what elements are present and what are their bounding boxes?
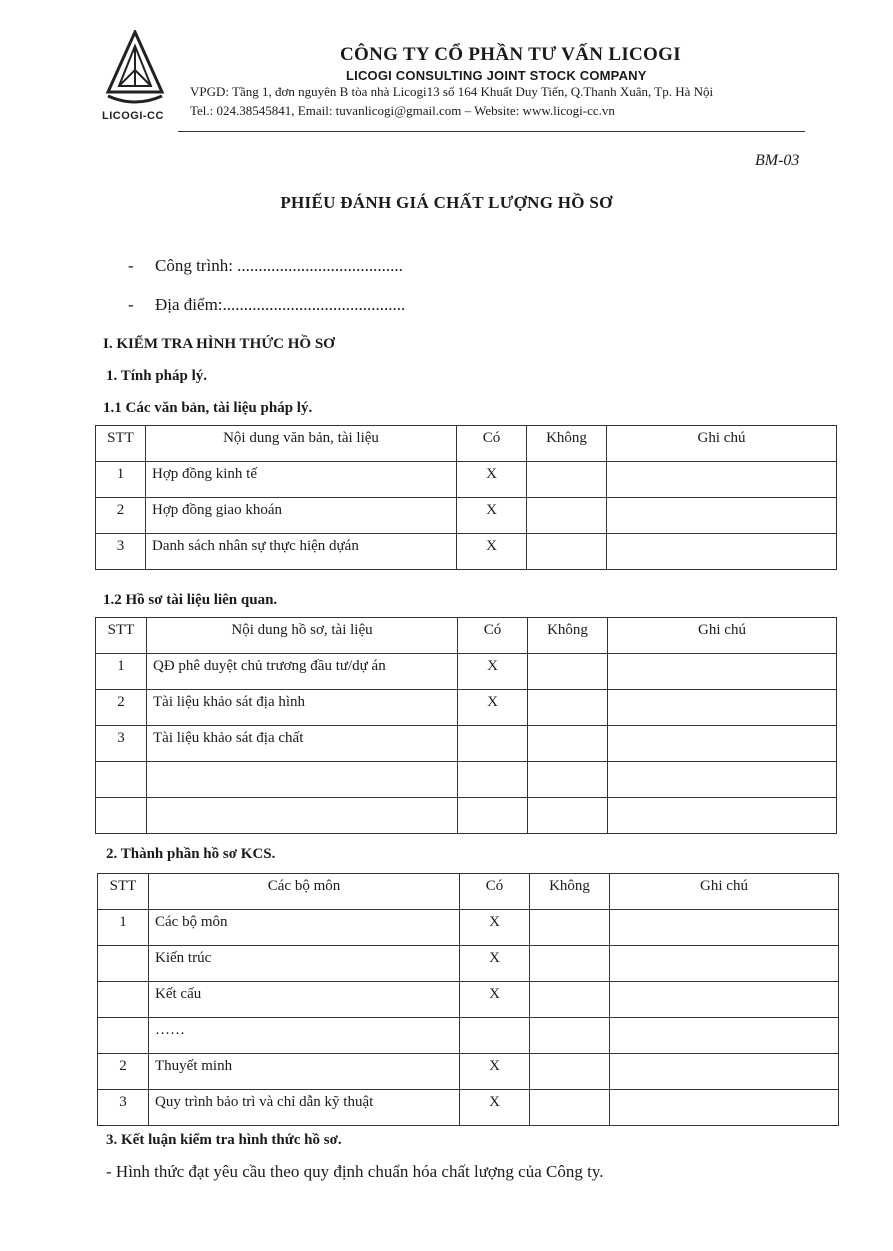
cell-yes: X (457, 534, 527, 570)
header-cell-yes: Có (458, 618, 528, 654)
table-related-documents (95, 617, 837, 834)
cell-stt (96, 798, 147, 834)
cell-no (530, 1090, 610, 1126)
licogi-logo-icon (104, 30, 166, 108)
cell-yes: X (460, 910, 530, 946)
cell-content: Hợp đồng giao khoán (146, 498, 457, 534)
cell-note (607, 534, 837, 570)
table-row (96, 690, 837, 726)
cell-stt (98, 946, 149, 982)
cell-stt (96, 762, 147, 798)
header-cell-note: Ghi chú (610, 874, 839, 910)
header-cell-no: Không (530, 874, 610, 910)
table-row (96, 462, 837, 498)
cell-note (608, 762, 837, 798)
company-name-vn: CÔNG TY CỔ PHẦN TƯ VẤN LICOGI (340, 44, 681, 65)
cell-yes: X (460, 1090, 530, 1126)
header-cell-yes: Có (457, 426, 527, 462)
cell-note (608, 798, 837, 834)
table-header-row (98, 874, 839, 910)
cell-stt: 2 (98, 1054, 149, 1090)
table-row (96, 654, 837, 690)
cell-yes: X (457, 498, 527, 534)
cell-stt: 1 (96, 462, 146, 498)
cell-note (610, 1090, 839, 1126)
section-heading-1-1-1: 1.1 Các văn bản, tài liệu pháp lý. (103, 400, 313, 416)
table-row (96, 534, 837, 570)
cell-yes: X (458, 690, 528, 726)
cell-yes (458, 798, 528, 834)
section-heading-1-1-2: 1.2 Hồ sơ tài liệu liên quan. (103, 592, 278, 608)
table-row (98, 1090, 839, 1126)
logo-text: LICOGI-CC (102, 110, 164, 122)
cell-yes (458, 762, 528, 798)
cell-no (527, 534, 607, 570)
cell-no (527, 498, 607, 534)
cell-stt (98, 982, 149, 1018)
cell-stt (98, 1018, 149, 1054)
table-header-row (96, 426, 837, 462)
cell-no (530, 1018, 610, 1054)
table-row (98, 1018, 839, 1054)
header-cell-stt: STT (98, 874, 149, 910)
table-legal-documents (95, 425, 837, 570)
cell-note (610, 982, 839, 1018)
cell-stt: 3 (98, 1090, 149, 1126)
cell-note (607, 498, 837, 534)
cell-no (530, 946, 610, 982)
cell-content: Hợp đồng kinh tế (146, 462, 457, 498)
cell-content (147, 798, 458, 834)
cell-note (608, 726, 837, 762)
company-address: VPGD: Tầng 1, đơn nguyên B tòa nhà Licogi13 số 164 Khuất Duy Tiến, Q.Thanh Xuân, Tp. Hà Nội (190, 84, 714, 99)
header-cell-content: Nội dung hồ sơ, tài liệu (147, 618, 458, 654)
cell-content: Các bộ môn (149, 910, 460, 946)
cell-no (528, 798, 608, 834)
section-heading-1: I. KIỂM TRA HÌNH THỨC HỒ SƠ (103, 336, 335, 352)
header-cell-no: Không (528, 618, 608, 654)
cell-content: Thuyết minh (149, 1054, 460, 1090)
field-dia-diem-text: Địa điểm:........................................... (155, 295, 406, 314)
cell-content: Danh sách nhân sự thực hiện dựán (146, 534, 457, 570)
cell-stt: 1 (96, 654, 147, 690)
cell-content (147, 762, 458, 798)
cell-no (530, 1054, 610, 1090)
cell-yes: X (457, 462, 527, 498)
table-row (96, 762, 837, 798)
cell-yes: X (460, 1054, 530, 1090)
cell-yes: X (460, 946, 530, 982)
section-heading-1-2: 2. Thành phần hồ sơ KCS. (106, 846, 276, 862)
table-row (96, 798, 837, 834)
header-cell-yes: Có (460, 874, 530, 910)
table-row (96, 498, 837, 534)
header-cell-note: Ghi chú (608, 618, 837, 654)
field-cong-trinh-text: Công trình: ....................................... (155, 256, 403, 275)
header-cell-content: Nội dung văn bản, tài liệu (146, 426, 457, 462)
cell-stt: 1 (98, 910, 149, 946)
cell-content: Kiến trúc (149, 946, 460, 982)
cell-content: Quy trình bảo trì và chỉ dẫn kỹ thuật (149, 1090, 460, 1126)
form-code: BM-03 (755, 152, 800, 169)
header-cell-stt: STT (96, 426, 146, 462)
cell-no (530, 982, 610, 1018)
header-cell-stt: STT (96, 618, 147, 654)
cell-stt: 3 (96, 534, 146, 570)
cell-no (528, 726, 608, 762)
cell-stt: 3 (96, 726, 147, 762)
section-heading-1-3: 3. Kết luận kiểm tra hình thức hồ sơ. (106, 1132, 342, 1148)
cell-no (530, 910, 610, 946)
field-dash: - (128, 256, 134, 275)
cell-note (610, 1054, 839, 1090)
company-name-en: LICOGI CONSULTING JOINT STOCK COMPANY (346, 68, 647, 83)
cell-note (610, 1018, 839, 1054)
table-row (98, 982, 839, 1018)
header-divider (178, 131, 805, 132)
table-header-row (96, 618, 837, 654)
cell-no (528, 762, 608, 798)
cell-no (528, 690, 608, 726)
cell-stt: 2 (96, 690, 147, 726)
conclusion-text: - Hình thức đạt yêu cầu theo quy định chuẩn hóa chất lượng của Công ty. (106, 1162, 604, 1181)
field-cong-trinh (128, 256, 403, 276)
company-logo (96, 30, 178, 126)
cell-content: …… (149, 1018, 460, 1054)
table-row (98, 946, 839, 982)
cell-yes: X (458, 654, 528, 690)
table-row (98, 910, 839, 946)
section-heading-1-1: 1. Tính pháp lý. (106, 368, 208, 384)
table-row (98, 1054, 839, 1090)
table-row (96, 726, 837, 762)
cell-content: Tài liệu khảo sát địa hình (147, 690, 458, 726)
cell-note (610, 946, 839, 982)
header-cell-content: Các bộ môn (149, 874, 460, 910)
cell-note (608, 690, 837, 726)
cell-yes (460, 1018, 530, 1054)
cell-yes (458, 726, 528, 762)
cell-note (610, 910, 839, 946)
cell-content: Tài liệu khảo sát địa chất (147, 726, 458, 762)
cell-content: QĐ phê duyệt chủ trương đầu tư/dự án (147, 654, 458, 690)
cell-no (527, 462, 607, 498)
company-contact: Tel.: 024.38545841, Email: tuvanlicogi@gmail.com – Website: www.licogi-cc.vn (190, 103, 615, 118)
cell-no (528, 654, 608, 690)
table-kcs-components (97, 873, 839, 1126)
cell-content: Kết cấu (149, 982, 460, 1018)
field-dia-diem (128, 295, 405, 315)
cell-note (607, 462, 837, 498)
header-cell-note: Ghi chú (607, 426, 837, 462)
cell-yes: X (460, 982, 530, 1018)
cell-stt: 2 (96, 498, 146, 534)
header-cell-no: Không (527, 426, 607, 462)
cell-note (608, 654, 837, 690)
field-dash: - (128, 295, 134, 314)
document-title: PHIẾU ĐÁNH GIÁ CHẤT LƯỢNG HỒ SƠ (280, 193, 613, 212)
